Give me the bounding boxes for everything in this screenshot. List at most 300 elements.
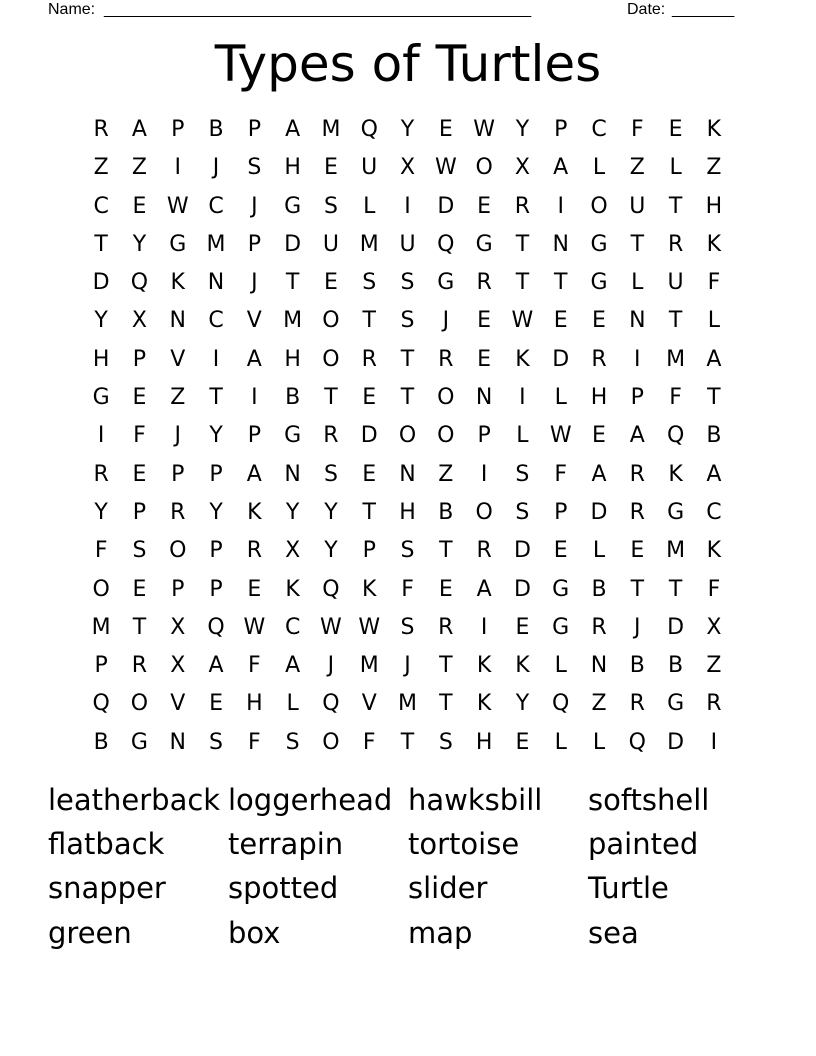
grid-letter: B [285,385,301,411]
grid-letter: E [477,193,492,219]
grid-letter: H [475,729,493,755]
grid-row [82,302,734,340]
grid-letter: K [170,270,185,296]
grid-letter: U [667,270,684,296]
grid-row [82,494,734,532]
grid-letter: S [247,155,262,181]
grid-row [82,188,734,226]
grid-letter: D [667,614,685,640]
grid-letter: E [668,117,683,142]
grid-letter: M [359,231,379,257]
grid-letter: F [401,576,414,602]
grid-letter: N [399,461,416,487]
grid-row [82,571,734,609]
word-bank-item: snapper [48,871,166,905]
grid-letter: R [131,653,148,679]
date-blank-line: _______ [672,1,735,18]
grid-letter: F [707,270,721,296]
grid-letter: S [132,538,147,564]
grid-letter: B [438,499,454,525]
grid-letter: I [480,614,488,640]
grid-letter: P [630,385,644,411]
grid-letter: C [706,499,722,525]
grid-letter: U [361,155,378,181]
grid-letter: H [92,346,110,372]
grid-letter: Y [515,117,530,142]
grid-letter: Q [92,691,110,717]
grid-letter: P [247,423,261,449]
worksheet-header [48,0,748,20]
grid-letter: Z [629,155,645,181]
grid-letter: Q [130,270,149,296]
grid-letter: Y [324,499,338,525]
grid-letter: J [634,614,641,640]
name-label: Name: [48,1,96,18]
grid-letter: E [132,461,147,487]
grid-letter: T [439,691,453,717]
grid-letter: P [209,461,223,487]
grid-letter: N [284,461,301,487]
grid-letter: X [170,653,186,679]
word-bank-item: leatherback [48,783,221,817]
grid-letter: J [251,193,258,219]
grid-letter: D [667,729,685,755]
grid-letter: O [398,423,417,449]
grid-letter: T [400,729,415,755]
grid-letter: A [553,155,569,181]
grid-letter: E [132,576,147,602]
grid-letter: B [706,423,722,449]
grid-letter: Y [324,538,338,564]
grid-letter: E [592,308,606,334]
grid-letter: G [552,576,570,602]
grid-letter: J [327,653,335,679]
grid-letter: R [706,691,722,717]
grid-letter: E [438,576,453,602]
grid-row [82,149,734,187]
grid-letter: I [634,346,641,372]
grid-letter: A [476,576,492,602]
grid-letter: Z [170,385,186,411]
grid-letter: H [284,155,301,181]
grid-letter: S [400,614,415,640]
grid-letter: G [590,270,608,296]
grid-letter: M [666,538,686,564]
grid-letter: H [590,385,608,411]
grid-letter: J [212,155,220,181]
grid-letter: R [246,538,262,564]
grid-letter: P [171,461,185,487]
grid-letter: T [668,576,683,602]
word-bank-item: terrapin [228,827,344,861]
grid-letter: P [209,538,223,564]
word-bank-item: Turtle [588,871,669,905]
grid-letter: F [362,729,376,755]
grid-letter: I [174,155,181,181]
word-bank-item: loggerhead [228,783,393,817]
grid-letter: O [92,576,110,602]
grid-letter: C [208,308,224,334]
grid-letter: T [553,270,568,296]
grid-letter: V [246,308,262,334]
grid-letter: K [476,691,492,717]
grid-letter: Z [93,155,109,181]
grid-letter: N [629,308,646,334]
grid-letter: Y [285,499,300,525]
grid-letter: K [515,346,530,372]
grid-letter: R [476,270,492,296]
word-bank-item: flatback [48,827,165,861]
grid-letter: M [283,308,303,334]
grid-letter: T [362,308,376,334]
grid-letter: S [400,308,415,334]
grid-letter: M [359,653,379,679]
grid-letter: R [667,231,684,257]
grid-letter: L [554,653,567,679]
grid-letter: E [132,385,147,411]
grid-letter: W [473,117,495,142]
grid-letter: E [323,155,338,181]
name-blank-line: ________________________________________________ [104,1,532,18]
grid-letter: J [251,270,258,296]
grid-letter: T [515,270,530,296]
grid-letter: Y [515,691,530,717]
date-label: Date: [627,1,666,18]
grid-letter: C [591,117,607,142]
grid-letter: K [668,461,683,487]
grid-letter: G [284,193,302,219]
grid-letter: Y [209,499,223,525]
grid-letter: X [514,155,530,181]
grid-letter: T [630,231,645,257]
grid-letter: L [669,155,682,181]
grid-letter: K [247,499,262,525]
grid-letter: O [322,346,340,372]
grid-letter: S [515,461,530,487]
word-bank-item: box [228,916,281,950]
grid-letter: J [442,308,450,334]
grid-letter: R [361,346,377,372]
grid-letter: D [284,231,302,257]
grid-letter: Q [322,691,340,717]
grid-letter: H [284,346,301,372]
grid-letter: P [171,117,185,142]
grid-letter: S [323,461,338,487]
page-title: Types of Turtles [214,35,602,93]
grid-letter: P [132,499,147,525]
grid-letter: E [477,308,492,334]
grid-letter: K [706,117,722,142]
grid-letter: S [400,538,415,564]
grid-letter: E [362,461,377,487]
grid-letter: I [519,385,526,411]
grid-letter: L [707,308,721,334]
grid-letter: G [284,423,302,449]
grid-row [82,532,734,570]
grid-letter: T [285,270,300,296]
grid-letter: G [92,385,110,411]
grid-letter: A [285,117,301,142]
grid-letter: A [246,346,262,372]
grid-letter: X [170,614,186,640]
grid-letter: O [475,155,493,181]
grid-row [82,379,734,417]
grid-row [82,456,734,494]
grid-letter: L [631,270,644,296]
grid-letter: B [668,653,684,679]
grid-letter: H [399,499,416,525]
grid-row [82,341,734,379]
grid-letter: Z [591,691,607,717]
grid-letter: R [170,499,186,525]
grid-letter: I [710,729,718,755]
grid-letter: U [322,231,339,257]
grid-row [82,724,734,762]
grid-letter: J [174,423,181,449]
grid-letter: Y [132,231,147,257]
grid-letter: S [438,729,453,755]
grid-letter: U [399,231,416,257]
grid-letter: K [285,576,300,602]
grid-letter: T [132,614,147,640]
grid-letter: X [285,538,301,564]
grid-letter: A [246,461,262,487]
grid-letter: M [398,691,418,717]
grid-letter: R [629,691,645,717]
grid-letter: R [629,461,645,487]
grid-letter: S [515,499,530,525]
grid-letter: E [515,729,530,755]
grid-letter: Y [94,499,108,525]
grid-letter: O [475,499,493,525]
grid-letter: E [515,614,530,640]
grid-row [82,111,734,149]
grid-letter: A [131,117,147,142]
grid-letter: P [477,423,491,449]
grid-letter: P [554,117,568,142]
grid-letter: T [400,346,415,372]
grid-letter: E [477,346,492,372]
grid-letter: G [169,231,187,257]
word-bank-item: painted [588,827,699,861]
grid-letter: M [206,231,226,257]
grid-letter: K [706,538,722,564]
grid-letter: D [513,576,531,602]
grid-letter: O [130,691,149,717]
grid-row [82,647,734,685]
grid-letter: M [321,117,341,142]
grid-letter: T [209,385,223,411]
grid-letter: P [171,576,185,602]
grid-letter: C [284,614,301,640]
grid-letter: R [629,499,645,525]
grid-letter: E [592,423,606,449]
grid-letter: F [554,461,568,487]
grid-letter: T [324,385,338,411]
grid-letter: I [557,193,564,219]
grid-letter: N [590,653,608,679]
grid-letter: G [475,231,493,257]
grid-letter: Q [552,691,570,717]
word-bank-item: tortoise [408,827,520,861]
word-bank-item: map [408,916,473,950]
grid-letter: E [553,538,568,564]
grid-letter: Q [360,117,378,142]
word-bank-item: sea [588,916,639,950]
grid-letter: A [591,461,607,487]
word-bank-item: hawksbill [408,783,543,817]
grid-letter: N [169,308,186,334]
grid-letter: F [248,653,261,679]
grid-letter: F [669,385,682,411]
grid-letter: F [248,729,261,755]
grid-letter: F [630,117,644,142]
grid-letter: S [362,270,377,296]
grid-letter: L [554,385,567,411]
grid-letter: E [209,691,223,717]
grid-letter: U [629,193,646,219]
grid-letter: N [552,231,569,257]
grid-letter: V [170,691,186,717]
grid-letter: X [131,308,147,334]
grid-letter: P [247,231,261,257]
grid-letter: R [591,614,607,640]
grid-letter: W [166,193,189,219]
grid-letter: A [208,653,224,679]
grid-letter: W [320,614,342,640]
grid-letter: S [323,193,338,219]
grid-letter: I [97,423,105,449]
grid-letter: S [400,270,415,296]
grid-letter: Z [706,653,722,679]
grid-letter: D [552,346,570,372]
grid-letter: G [667,691,685,717]
grid-row [82,226,734,264]
grid-letter: W [549,423,572,449]
grid-letter: R [438,614,454,640]
grid-letter: L [286,691,299,717]
grid-row [82,417,734,455]
grid-letter: F [707,576,721,602]
grid-letter: Q [437,231,455,257]
grid-letter: T [668,193,683,219]
grid-letter: V [361,691,377,717]
grid-letter: R [93,117,109,142]
grid-letter: C [93,193,109,219]
grid-letter: K [362,576,377,602]
grid-letter: E [438,117,453,142]
grid-letter: M [91,614,111,640]
grid-letter: P [362,538,376,564]
grid-letter: S [285,729,300,755]
letter-grid [82,111,734,762]
grid-letter: J [404,653,411,679]
grid-letter: I [404,193,411,219]
grid-letter: K [706,231,722,257]
grid-letter: G [130,729,148,755]
grid-letter: T [94,231,108,257]
grid-letter: D [92,270,110,296]
grid-letter: Y [94,308,108,334]
grid-letter: D [437,193,455,219]
grid-letter: Z [706,155,722,181]
grid-letter: C [208,193,224,219]
grid-letter: G [667,499,685,525]
grid-letter: E [247,576,262,602]
grid-letter: A [706,461,722,487]
grid-letter: P [247,117,261,142]
grid-letter: Y [400,117,415,142]
grid-letter: O [322,729,340,755]
grid-letter: A [629,423,645,449]
grid-letter: D [590,499,608,525]
grid-letter: E [132,193,147,219]
grid-letter: P [132,346,147,372]
grid-letter: G [552,614,570,640]
grid-letter: R [476,538,492,564]
grid-letter: R [93,461,109,487]
grid-letter: E [362,385,377,411]
grid-letter: Y [209,423,223,449]
grid-letter: L [516,423,529,449]
grid-letter: R [514,193,531,219]
grid-letter: T [362,499,376,525]
grid-letter: B [629,653,645,679]
grid-letter: B [591,576,607,602]
grid-letter: B [208,117,224,142]
grid-letter: A [706,346,722,372]
grid-letter: O [322,308,340,334]
word-bank-item: softshell [588,783,710,817]
grid-letter: W [358,614,381,640]
grid-letter: Q [628,729,646,755]
grid-letter: H [705,193,723,219]
grid-letter: O [590,193,608,219]
grid-letter: E [630,538,645,564]
grid-row [82,264,734,302]
grid-letter: A [285,653,301,679]
grid-letter: P [554,499,568,525]
grid-row [82,609,734,647]
grid-letter: T [515,231,530,257]
grid-letter: T [707,385,721,411]
grid-letter: E [323,270,338,296]
grid-letter: S [209,729,224,755]
grid-letter: H [246,691,263,717]
grid-letter: Q [322,576,340,602]
grid-letter: T [439,538,453,564]
grid-letter: N [475,385,493,411]
grid-letter: L [363,193,376,219]
grid-row [82,685,734,723]
grid-letter: R [323,423,339,449]
grid-letter: O [437,423,455,449]
word-bank-item: green [48,916,132,950]
grid-letter: F [94,538,108,564]
grid-letter: V [170,346,186,372]
grid-letter: P [94,653,108,679]
grid-letter: O [169,538,187,564]
grid-letter: W [243,614,266,640]
grid-letter: T [439,653,453,679]
grid-letter: M [666,346,686,372]
grid-letter: G [590,231,608,257]
grid-letter: X [706,614,722,640]
word-bank-item: slider [408,871,488,905]
grid-letter: T [630,576,645,602]
grid-letter: K [476,653,492,679]
grid-letter: E [553,308,568,334]
